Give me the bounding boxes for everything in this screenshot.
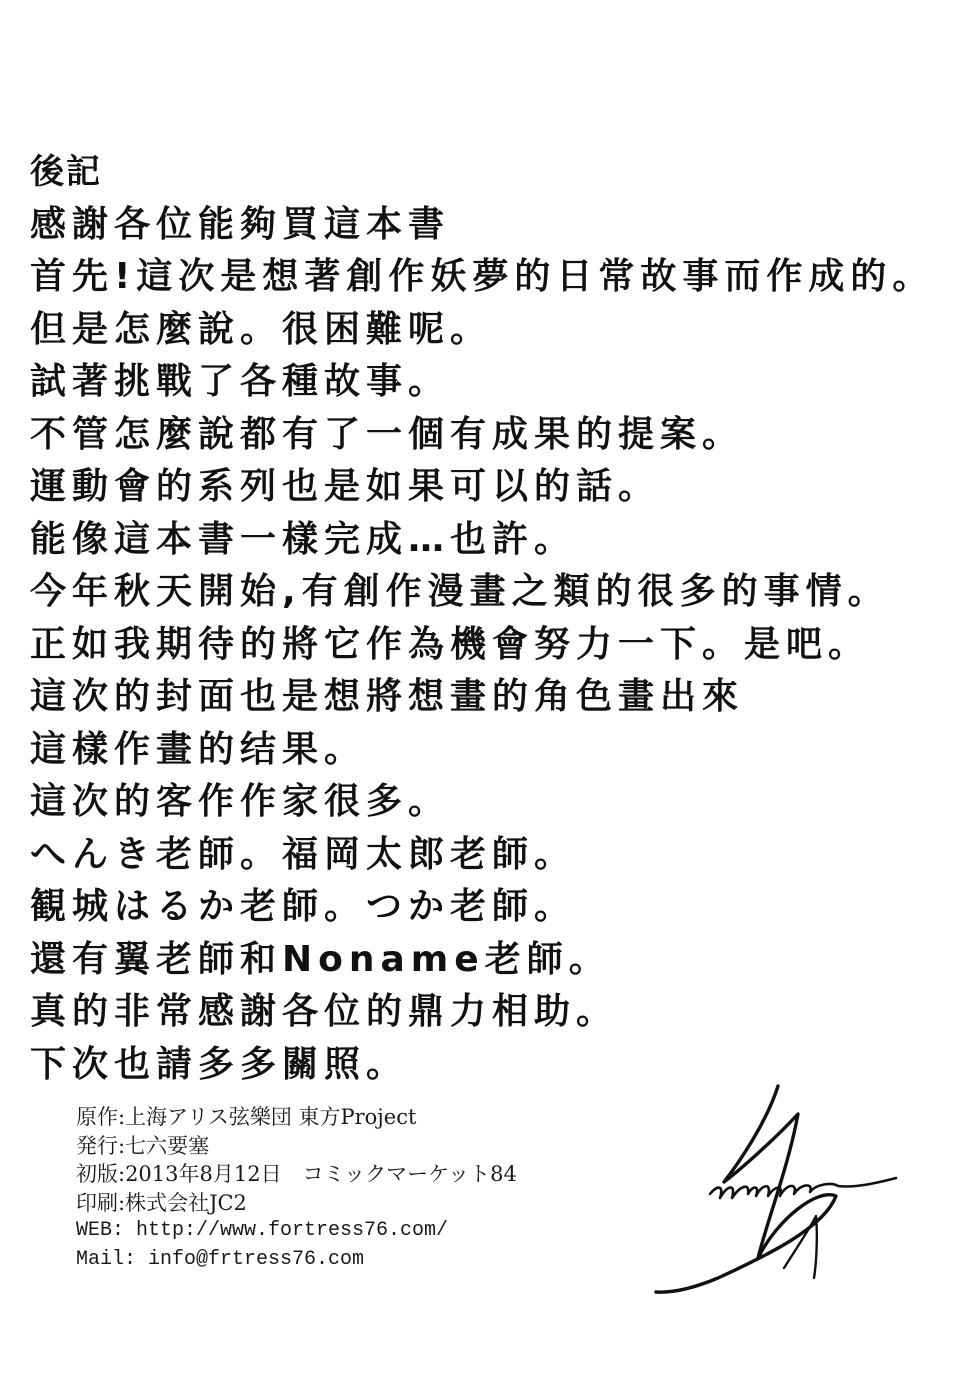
- afterword-line: 観城はるか老師。つか老師。: [30, 886, 577, 927]
- afterword-line: 這次的封面也是想將想畫的角色畫出來: [30, 676, 745, 717]
- afterword-title: 後記: [30, 152, 102, 192]
- colophon-original: 原作:上海アリス弦樂団 東方Project: [76, 1105, 417, 1129]
- colophon-printing: 印刷:株式会社JC2: [76, 1190, 247, 1215]
- colophon-publisher: 発行:七六要塞: [76, 1133, 210, 1158]
- afterword-line: 這次的客作作家很多。: [30, 781, 451, 822]
- afterword-line: 不管怎麼說都有了一個有成果的提案。: [30, 413, 745, 455]
- afterword-line: 運動會的系列也是如果可以的話。: [30, 466, 661, 507]
- afterword: [30, 146, 940, 1091]
- afterword-line: 今年秋天開始,有創作漫畫之類的很多的事情。: [30, 571, 890, 612]
- afterword-line: 感謝各位能夠買這本書: [30, 203, 451, 245]
- afterword-line: 還有翼老師和Noname老師。: [30, 938, 611, 980]
- afterword-line: へんき老師。福岡太郎老師。: [30, 833, 577, 875]
- afterword-line: 首先!這次是想著創作妖夢的日常故事而作成的。: [30, 256, 935, 297]
- colophon-mail: Mail: info@frtress76.com: [76, 1247, 365, 1271]
- afterword-line: 能像這本書一樣完成…也許。: [30, 518, 577, 560]
- signature-stroke: [656, 1086, 836, 1292]
- colophon-web: WEB: http://www.fortress76.com/: [76, 1219, 449, 1243]
- afterword-line: 試著挑戰了各種故事。: [30, 361, 451, 402]
- signature: [648, 1078, 908, 1308]
- afterword-line: 這樣作畫的结果。: [30, 728, 367, 770]
- signature-stroke: [784, 1216, 817, 1278]
- afterword-line: 下次也請多多關照。: [30, 1043, 409, 1085]
- colophon: [76, 1103, 676, 1275]
- afterword-line: 真的非常感謝各位的鼎力相助。: [30, 991, 619, 1032]
- colophon-first-edition: 初版:2013年8月12日 コミックマーケット84: [76, 1162, 517, 1187]
- signature-stroke: [710, 1178, 896, 1198]
- afterword-line: 正如我期待的將它作為機會努力一下。是吧。: [30, 623, 871, 665]
- afterword-line: 但是怎麼說。很困難呢。: [30, 308, 493, 350]
